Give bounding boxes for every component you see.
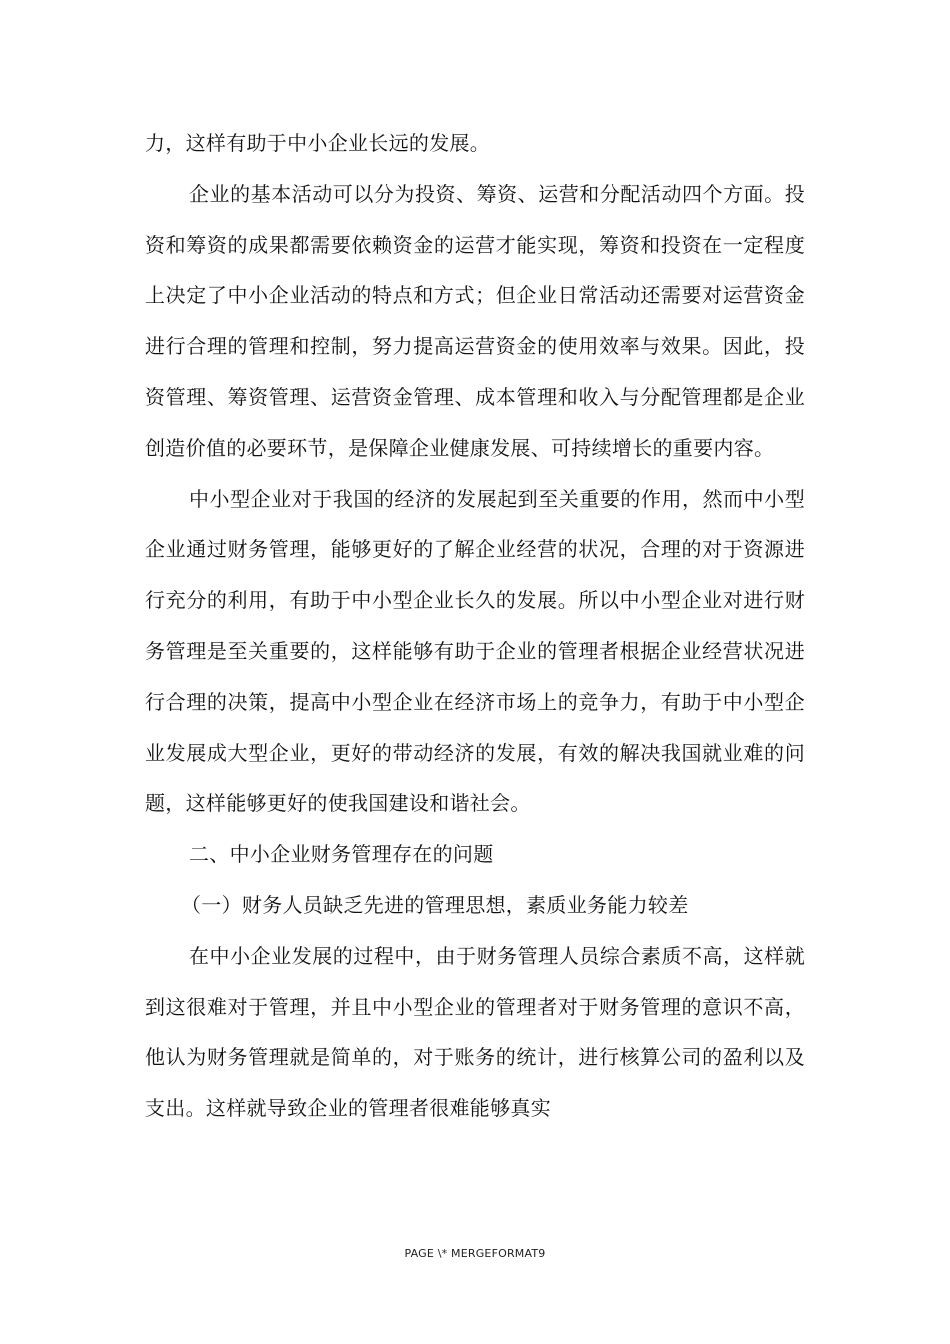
paragraph-business-activities: 企业的基本活动可以分为投资、筹资、运营和分配活动四个方面。投资和筹资的成果都需要依赖资金的运营才能实现，筹资和投资在一定程度上决定了中小企业活动的特点和方式；但企业日常活动还需要对运营资金进行合理的管理和控制，努力提高运营资金的使用效率与效果。因此，投资管理、筹资管理、运营资金管理、成本管理和收入与分配管理都是企业创造价值的必要环节，是保障企业健康发展、可持续增长的重要内容。: [145, 181, 805, 460]
subsection-heading: （一）财务人员缺乏先进的管理思想，素质业务能力较差: [181, 892, 689, 917]
paragraph-sme-importance: 中小型企业对于我国的经济的发展起到至关重要的作用，然而中小型企业通过财务管理，能够更好的了解企业经营的状况，合理的对于资源进行充分的利用，有助于中小型企业长久的发展。所以中小型企业对进行财务管理是至关重要的，这样能够有助于企业的管理者根据企业经营状况进行合理的决策，提高中小型企业在经济市场上的竞争力，有助于中小型企业发展成大型企业，更好的带动经济的发展，有效的解决我国就业难的问题，这样能够更好的使我国建设和谐社会。: [145, 486, 805, 816]
paragraph-finance-staff: 在中小企业发展的过程中，由于财务管理人员综合素质不高，这样就到这很难对于管理，并且中小型企业的管理者对于财务管理的意识不高，他认为财务管理就是简单的，对于账务的统计，进行核算公司的盈利以及支出。这样就导致企业的管理者很难能够真实: [145, 943, 805, 1121]
section-heading: 二、中小企业财务管理存在的问题: [189, 842, 494, 867]
page-footer: PAGE \* MERGEFORMAT9: [404, 1247, 546, 1260]
paragraph-continuation: 力，这样有助于中小企业长远的发展。: [145, 131, 491, 155]
document-body: [145, 118, 805, 1134]
